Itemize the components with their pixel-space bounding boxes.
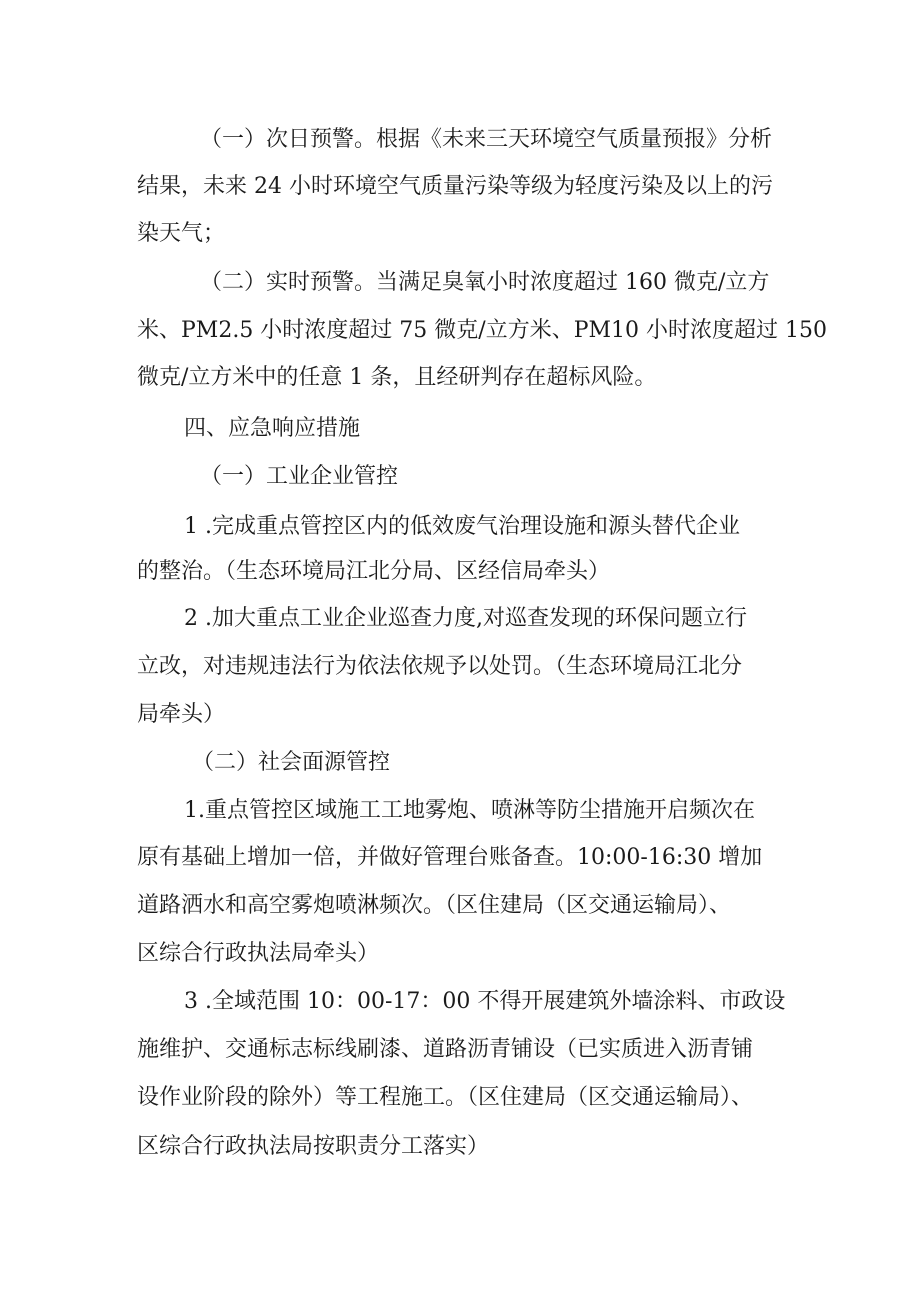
paragraph-line: 局牵头） (137, 702, 226, 727)
paragraph-line: （一）次日预警。根据《未来三天环境空气质量预报》分析 (200, 127, 773, 152)
paragraph-line: 立改，对违规违法行为依法依规予以处罚。（生态环境局江北分 (137, 654, 743, 679)
paragraph-line: 区综合行政执法局按职责分工落实） (137, 1134, 490, 1159)
paragraph-line: 区综合行政执法局牵头） (137, 941, 380, 966)
paragraph-line: 微克/立方米中的任意 1 条，且经研判存在超标风险。 (137, 365, 657, 390)
paragraph-line: 原有基础上增加一倍，并做好管理台账备查。10:00-16:30 增加 (137, 845, 763, 870)
paragraph-line: 设作业阶段的除外）等工程施工。（区住建局（区交通运输局）、 (137, 1085, 754, 1110)
paragraph-line: 道路洒水和高空雾炮喷淋频次。（区住建局（区交通运输局）、 (137, 893, 732, 918)
section-heading: 四、应急响应措施 (184, 416, 361, 441)
paragraph-line: 米、PM2.5 小时浓度超过 75 微克/立方米、PM10 小时浓度超过 150 (137, 318, 828, 343)
subsection-heading: （一）工业企业管控 (200, 464, 399, 489)
paragraph-line: 染天气； (137, 221, 226, 246)
subsection-heading: （二）社会面源管控 (192, 750, 391, 775)
paragraph-line: （二）实时预警。当满足臭氧小时浓度超过 160 微克/立方 (200, 270, 770, 295)
paragraph-line: 3 .全域范围 10：00-17：00 不得开展建筑外墙涂料、市政设 (184, 989, 786, 1014)
paragraph-line: 1 .完成重点管控区内的低效废气治理设施和源头替代企业 (184, 514, 740, 539)
paragraph-line: 结果，未来 24 小时环境空气质量污染等级为轻度污染及以上的污 (137, 174, 773, 199)
paragraph-line: 施维护、交通标志标线刷漆、道路沥青铺设（已实质进入沥青铺 (137, 1037, 754, 1062)
paragraph-line: 的整治。（生态环境局江北分局、区经信局牵头） (137, 559, 611, 584)
paragraph-line: 1.重点管控区域施工工地雾炮、喷淋等防尘措施开启频次在 (184, 798, 755, 823)
paragraph-line: 2 .加大重点工业企业巡查力度,对巡查发现的环保问题立行 (184, 606, 747, 631)
